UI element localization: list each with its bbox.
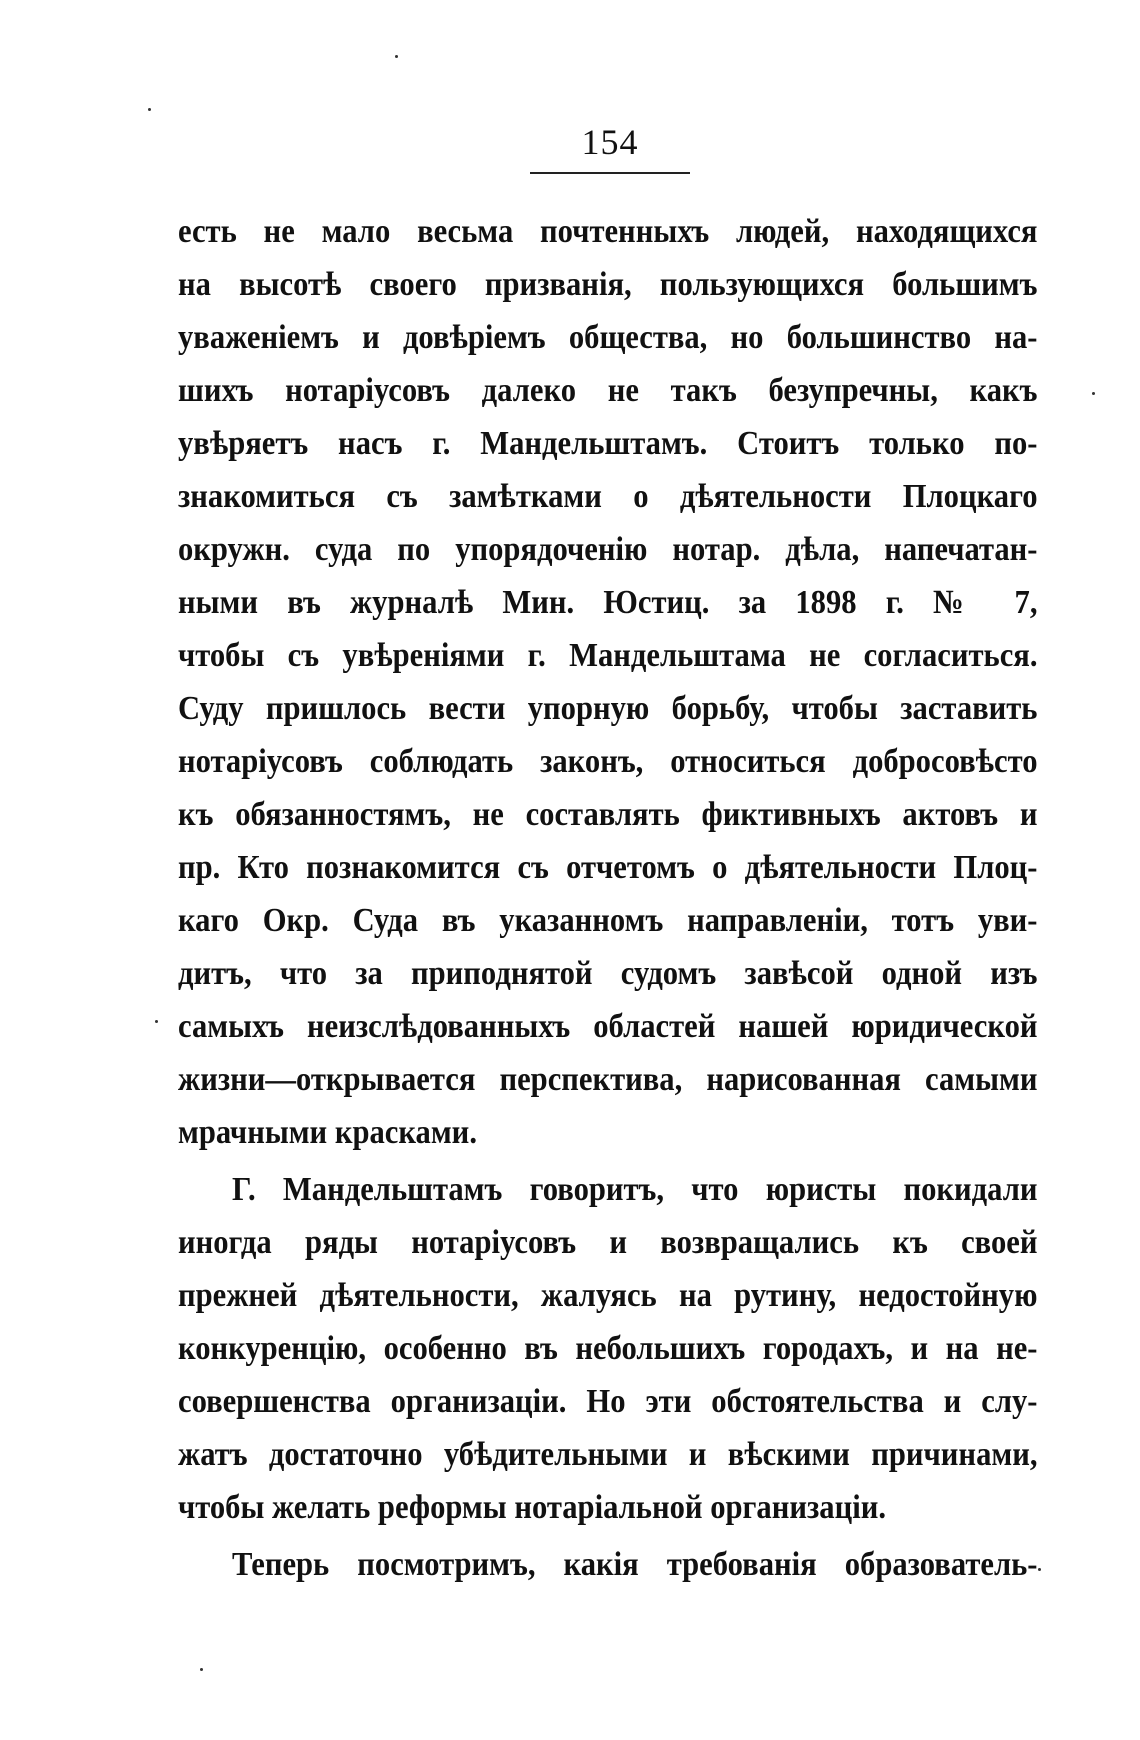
text-line: къ обязанностямъ, не составлять фиктивныхъ актовъ и <box>178 796 1038 833</box>
text-line: Г. Мандельштамъ говоритъ, что юристы покидали <box>232 1171 1038 1208</box>
text-line: прежней дѣятельности, жалуясь на рутину, недостойную <box>178 1277 1038 1314</box>
text-line: конкуренцію, особенно въ небольшихъ городахъ, и на не- <box>178 1330 1038 1367</box>
scan-speck <box>1092 392 1095 395</box>
text-line: знакомиться съ замѣтками о дѣятельности Плоцкаго <box>178 478 1038 515</box>
text-line: чтобы желать реформы нотаріальной организаціи. <box>178 1489 886 1526</box>
text-line: совершенства организаціи. Но эти обстоятельства и слу- <box>178 1383 1038 1420</box>
text-line: окружн. суда по упорядоченію нотар. дѣла, напечатан- <box>178 531 1038 568</box>
paragraph <box>178 205 1038 1159</box>
text-line: на высотѣ своего призванія, пользующихся большимъ <box>178 266 1038 303</box>
text-line: жатъ достаточно убѣдительными и вѣскими причинами, <box>178 1436 1038 1473</box>
paragraph <box>178 1538 1038 1591</box>
text-line: иногда ряды нотаріусовъ и возвращались къ своей <box>178 1224 1038 1261</box>
text-line: Суду пришлось вести упорную борьбу, чтобы заставить <box>178 690 1038 727</box>
scan-speck <box>155 1020 158 1023</box>
text-line: шихъ нотаріусовъ далеко не такъ безупречны, какъ <box>178 372 1038 409</box>
text-line: жизни—открывается перспектива, нарисованная самыми <box>178 1061 1038 1098</box>
scan-speck <box>395 55 398 58</box>
page-number: 154 <box>581 122 639 162</box>
text-line: мрачными красками. <box>178 1114 477 1151</box>
text-line: каго Окр. Суда въ указанномъ направленіи, тотъ уви- <box>178 902 1038 939</box>
body-text <box>178 205 1038 1591</box>
scan-speck <box>148 108 151 111</box>
scan-speck <box>200 1668 203 1671</box>
text-line: увѣряетъ насъ г. Мандельштамъ. Стоитъ только по- <box>178 425 1038 462</box>
text-line: чтобы съ увѣреніями г. Мандельштама не согласиться. <box>178 637 1038 674</box>
header-rule <box>530 172 690 174</box>
scan-speck <box>1038 1568 1041 1571</box>
text-line: Теперь посмотримъ, какія требованія образователь- <box>232 1546 1038 1583</box>
text-line: нотаріусовъ соблюдать законъ, относиться добросовѣсто <box>178 743 1038 780</box>
text-line: есть не мало весьма почтенныхъ людей, находящихся <box>178 213 1038 250</box>
paragraph <box>178 1163 1038 1534</box>
text-line: уваженіемъ и довѣріемъ общества, но большинство на- <box>178 319 1038 356</box>
text-line: дитъ, что за приподнятой судомъ завѣсой одной изъ <box>178 955 1038 992</box>
text-line: самыхъ неизслѣдованныхъ областей нашей юридической <box>178 1008 1038 1045</box>
text-line: ными въ журналѣ Мин. Юстиц. за 1898 г. № 7, <box>178 584 1038 621</box>
text-line: пр. Кто познакомится съ отчетомъ о дѣятельности Плоц- <box>178 849 1038 886</box>
